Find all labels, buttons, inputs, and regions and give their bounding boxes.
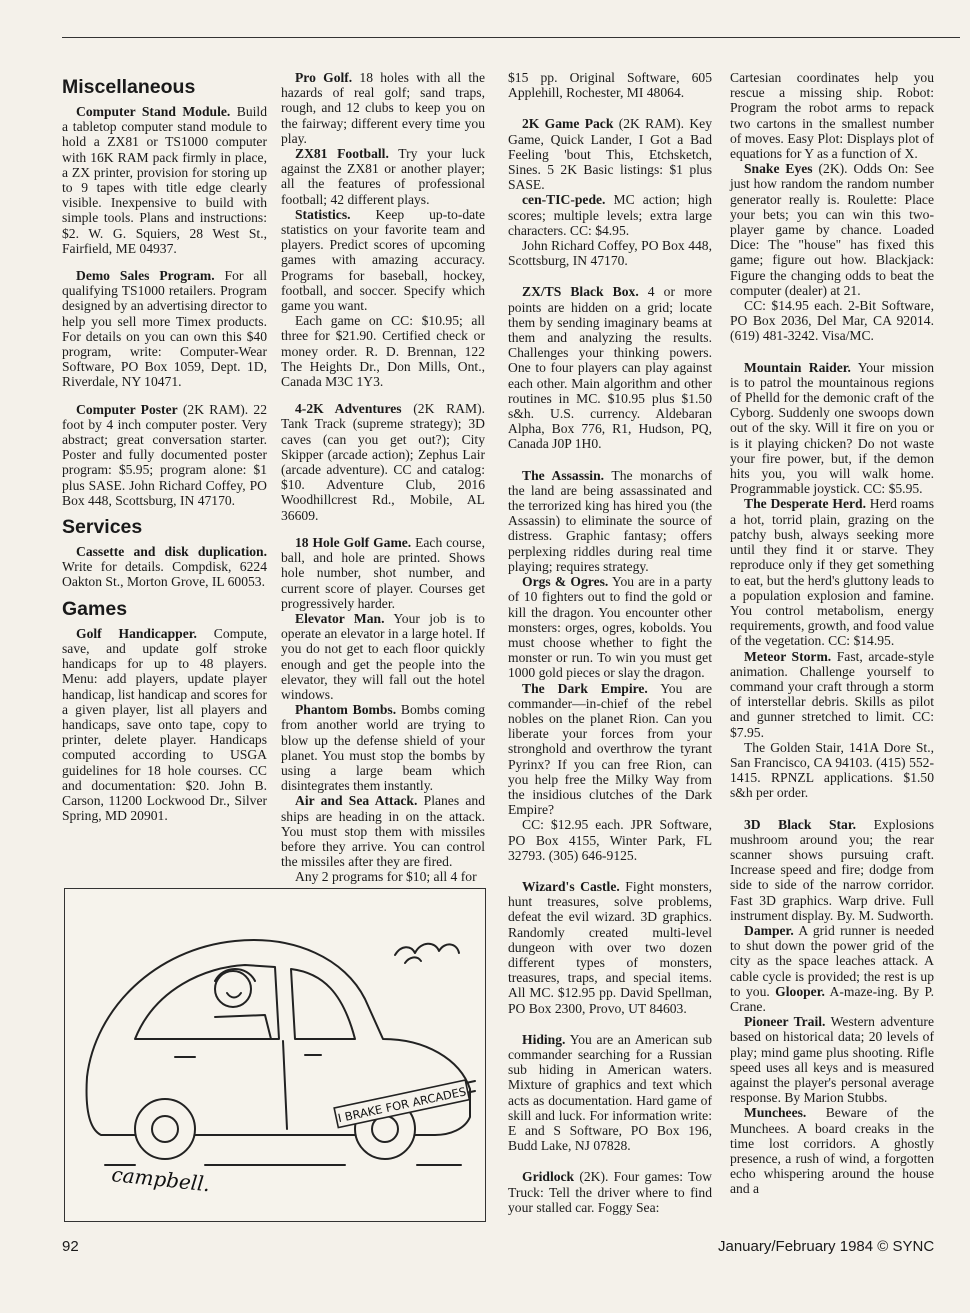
section-heading-services: Services	[62, 516, 143, 539]
listing-orgs-ogres: Orgs & Ogres. You are in a party of 10 fighters out to find the gold or kill the dragon. You encounter other monsters: orges, ogres, kobolds. You must choose whether to fight the monster or run. To win you must get 1000 gold pieces or slay the dragon.	[508, 574, 712, 681]
section-heading-miscellaneous: Miscellaneous	[62, 76, 196, 98]
listing-phantom-bombs: Phantom Bombs. Bombs coming from another world are trying to blow up the defense shield of your planet. You must stop the bombs by using a large beam which disintegrates them instantly.	[281, 702, 485, 794]
listing-computer-poster: Computer Poster (2K RAM). 22 foot by 4 inch computer poster. Very abstract; great conversation starter. Poster and fully documented poster program: $5.95; program alone: $1 plus SASE. John Richard Coffey, PO Box 448, Scottsburg, IN 47170.	[62, 401, 267, 508]
column-3	[508, 70, 712, 1215]
listing-air-sea-attack: Air and Sea Attack. Planes and ships are heading in on the attack. You must stop them with missiles before they arrive. You can control the missiles after they are fired.	[281, 793, 486, 870]
bumper-sticker-text: I BRAKE FOR ARCADES	[336, 1084, 468, 1126]
listing-elevator-man: Elevator Man. Your job is to operate an elevator in a large hotel. If you do not get to each floor quickly enough and get the people into the elevator, they will fall out the hotel windows.	[281, 610, 485, 702]
listing-gridlock-continued: Cartesian coordinates help you rescue a missing ship. Robot: Program the robot arms to repack two cartons in the smallest number of moves. Easy Plot: Displays plot of equations for Y as a function of X.	[730, 70, 934, 162]
listing-2bit-software: CC: $14.95 each. 2-Bit Software, PO Box 2036, Del Mar, CA 92014. (619) 481-3242. Visa/MC.	[730, 298, 934, 344]
listing-mountain-raider: Mountain Raider. Your mission is to patrol the mountainous regions of Phelld for the demonic craft of the Cyborg. Suddenly one swoops down out of the sky. Will it fire on you or is it playing chicken? Do not waste your fire power, but, if the demon hits you, you will walk home. Programmable joystick. CC: $5.95.	[730, 359, 935, 497]
listing-any-2-programs: Any 2 programs for $10; all 4 for	[295, 869, 477, 885]
column-4	[730, 70, 934, 1197]
listing-brennan-price: Each game on CC: $10.95; all three for $21.90. Certified check or money order. R. D. Brennan, 122 The Heights Dr., Don Mills, Ont., Canada M3C 1Y3.	[281, 313, 485, 390]
listing-assassin: The Assassin. The monarchs of the land are being assassinated and the terrorized king has hired you (the Assassin) to eliminate the source of distress. Graphic fantasy; offers perplexing riddles during real time playing; requires strategy.	[508, 467, 712, 574]
listing-damper: Damper. A grid runner is needed to shut down the power grid of the city as the space leaches attack. A cable cycle is provided; the rest is up to you. Glooper. A-maze-ing. By P. Crane.	[730, 922, 934, 1014]
listing-golden-stair: The Golden Stair, 141A Dore St., San Francisco, CA 94103. (415) 552-1415. RPNZL applications. $1.50 s&h per order.	[730, 739, 934, 801]
listing-jpr-software: CC: $12.95 each. JPR Software, PO Box 4155, Winter Park, FL 32793. (305) 646-9125.	[508, 817, 712, 863]
listing-munchees: Munchees. Beware of the Munchees. A board creaks in the time lost corridors. A ghostly presence, a rush of wind, a forgotten echo whispering around the house and a	[730, 1105, 934, 1197]
listing-pioneer-trail: Pioneer Trail. Western adventure based on historical data; 20 levels of play; mind game plus shooting. Rifle speed uses all keys and is measured against the player's personal average response. By Marion Stubbs.	[730, 1014, 934, 1106]
cartoonist-signature: campbell.	[110, 1162, 212, 1197]
listing-statistics: Statistics. Keep up-to-date statistics on your favorite team and players. Predict scores of upcoming games with amazing accuracy. Programs for baseball, hockey, football, and soccer. Specify which game you want.	[281, 206, 485, 314]
listing-demo-sales: Demo Sales Program. For all qualifying TS1000 retailers. Program designed by an advertising director to help you sell more Timex products. For details on you can own this $40 program, write: Computer-Wear Software, PO Box 1059, Dept. 1D, Riverdale, NY 10471.	[62, 268, 267, 390]
listing-snake-eyes: Snake Eyes (2K). Odds On: See just how random the random number generator really is. Roulette: Place your bets; you can win this two-player game by chance. Loaded Dice: The "house" has fixed this game; figure out how. Blackjack: Figure the changing odds to beat the computer (dealer) at 21.	[730, 161, 934, 298]
listing-cassette-duplication: Cassette and disk duplication. Write for details. Compdisk, 6224 Oakton St., Morton Grove, IL 60053.	[62, 544, 267, 590]
listing-meteor-storm: Meteor Storm. Fast, arcade-style animation. Challenge yourself to command your craft through a storm of interstellar debris. Skills as pilot and gunner stretched to limit. CC: $7.95.	[730, 648, 934, 740]
listing-original-software-price: $15 pp. Original Software, 605 Applehill, Rochester, MI 48064.	[508, 70, 712, 101]
section-heading-games: Games	[62, 597, 128, 620]
listing-black-box: ZX/TS Black Box. 4 or more points are hidden on a grid; locate them by sending imaginary beams at them and analyzing the results. Challenges your thinking powers. One to four players can play against each other. Main algorithm and other routines in MC. $10.95 plus $1.50 s&h. U.S. currency. Aldebaran Alpha, Box 776, R1, Hudson, PQ, Canada J0P 1H0.	[508, 284, 712, 452]
listing-3d-black-star: 3D Black Star. Explosions mushroom around you; the rear scanner shows pursuing craft. Increase speed and fire; dodge from side to side of the narrow corridor. Fast 3D graphics. Warp drive. Full instrument display. By. M. Sudworth.	[730, 816, 934, 923]
cartoon-illustration	[64, 888, 486, 1222]
issue-line: January/February 1984 © SYNC	[718, 1238, 935, 1255]
column-2	[281, 70, 485, 885]
top-rule	[62, 37, 960, 38]
listing-centicpede: cen-TIC-pede. MC action; high scores; multiple levels; extra large characters. CC: $4.95.	[508, 192, 712, 238]
listing-golf-handicapper: Golf Handicapper. Compute, save, and update golf stroke handicaps for up to 48 players. Menu: add players, update player handicap, list handicap and scores for a given player, list all players and handicaps, save onto tape, copy to printer, delete player. Handicaps computed according to USGA guidelines for 18 hole courses. CC and documentation: $20. John B. Carson, 11200 Lockwood Dr., Silver Spring, MD 20901.	[62, 625, 267, 824]
page-number: 92	[62, 1238, 79, 1255]
listing-desperate-herd: The Desperate Herd. Herd roams a hot, torrid plain, grazing on the patchy bush, always seeking more until they find it or starve. They reproduce only if they get something to eat, but the herd's gluttony leads to a population explosion and famine. You control metabolism, energy requirements, growth, and food value of the vegetation. CC: $14.95.	[730, 496, 934, 649]
listing-wizards-castle: Wizard's Castle. Fight monsters, hunt treasures, solve problems, defeat the evil wizard. 3D graphics. Randomly created multi-level dungeon with over two dozen different types of monsters, treasures, traps, and special items. All MC. $12.95 pp. David Spellman, PO Box 2300, Provo, UT 84603.	[508, 878, 712, 1016]
listing-zx81-football: ZX81 Football. Try your luck against the ZX81 or another player; all the features of professional football; 42 different plays.	[281, 146, 486, 207]
column-1	[62, 70, 267, 835]
listing-4-2k-adventures: 4-2K Adventures (2K RAM). Tank Track (supreme strategy); 3D caves (can you get out?); City Skipper (arcade action); Zephus Lair (arcade adventure). CC and catalog: $10. Adventure Club, 2016 Woodhillcrest Rd., Mobile, AL 36609.	[281, 401, 485, 523]
listing-computer-stand: Computer Stand Module. Build a tabletop computer stand module to hold a ZX81 or TS1000 computer with 16K RAM pack firmly in place, a ZX printer, provision for storing up to 9 tapes with title edge clearly visible. Inexpensive to build with simple tools. Plans and instructions: $2. W. G. Squiers, 28 West St., Fairfield, ME 04937.	[62, 104, 267, 256]
listing-2k-game-pack: 2K Game Pack (2K RAM). Key Game, Quick Lander, I Got a Bad Feeling 'bout This, Etchsketch, Sines. 5 2K Basic listings: $1 plus SASE.	[508, 116, 712, 193]
listing-coffey-address: John Richard Coffey, PO Box 448, Scottsburg, IN 47170.	[508, 238, 712, 269]
listing-pro-golf: Pro Golf. 18 holes with all the hazards of real golf; sand traps, rough, and 12 clubs to keep you on the fairway; different every time you play.	[281, 70, 485, 146]
listing-dark-empire: The Dark Empire. You are commander—in-chief of the rebel nobles on the planet Rion. Can you liberate your forces from your stronghold and overthrow the tyrant Pyrinx? If you can free Rion, can you help free the Milky Way from the insidious clutches of the Dark Empire?	[508, 680, 712, 818]
listing-18-hole-golf: 18 Hole Golf Game. Each course, ball, and hole are printed. Shows hole number, shot number, and current score of player. Courses get progressively harder.	[281, 534, 485, 611]
listing-hiding: Hiding. You are an American sub commander searching for a Russian sub hiding in American waters. Mixture of graphics and text which acts as documentation. Hard game of skill and luck. For information write: E and S Software, PO Box 196, Budd Lake, NJ 07828.	[508, 1031, 712, 1154]
car-cartoon-drawing	[65, 889, 485, 1221]
listing-gridlock: Gridlock (2K). Four games: Tow Truck: Tell the driver where to find your stalled car. Foggy Sea:	[508, 1169, 712, 1215]
